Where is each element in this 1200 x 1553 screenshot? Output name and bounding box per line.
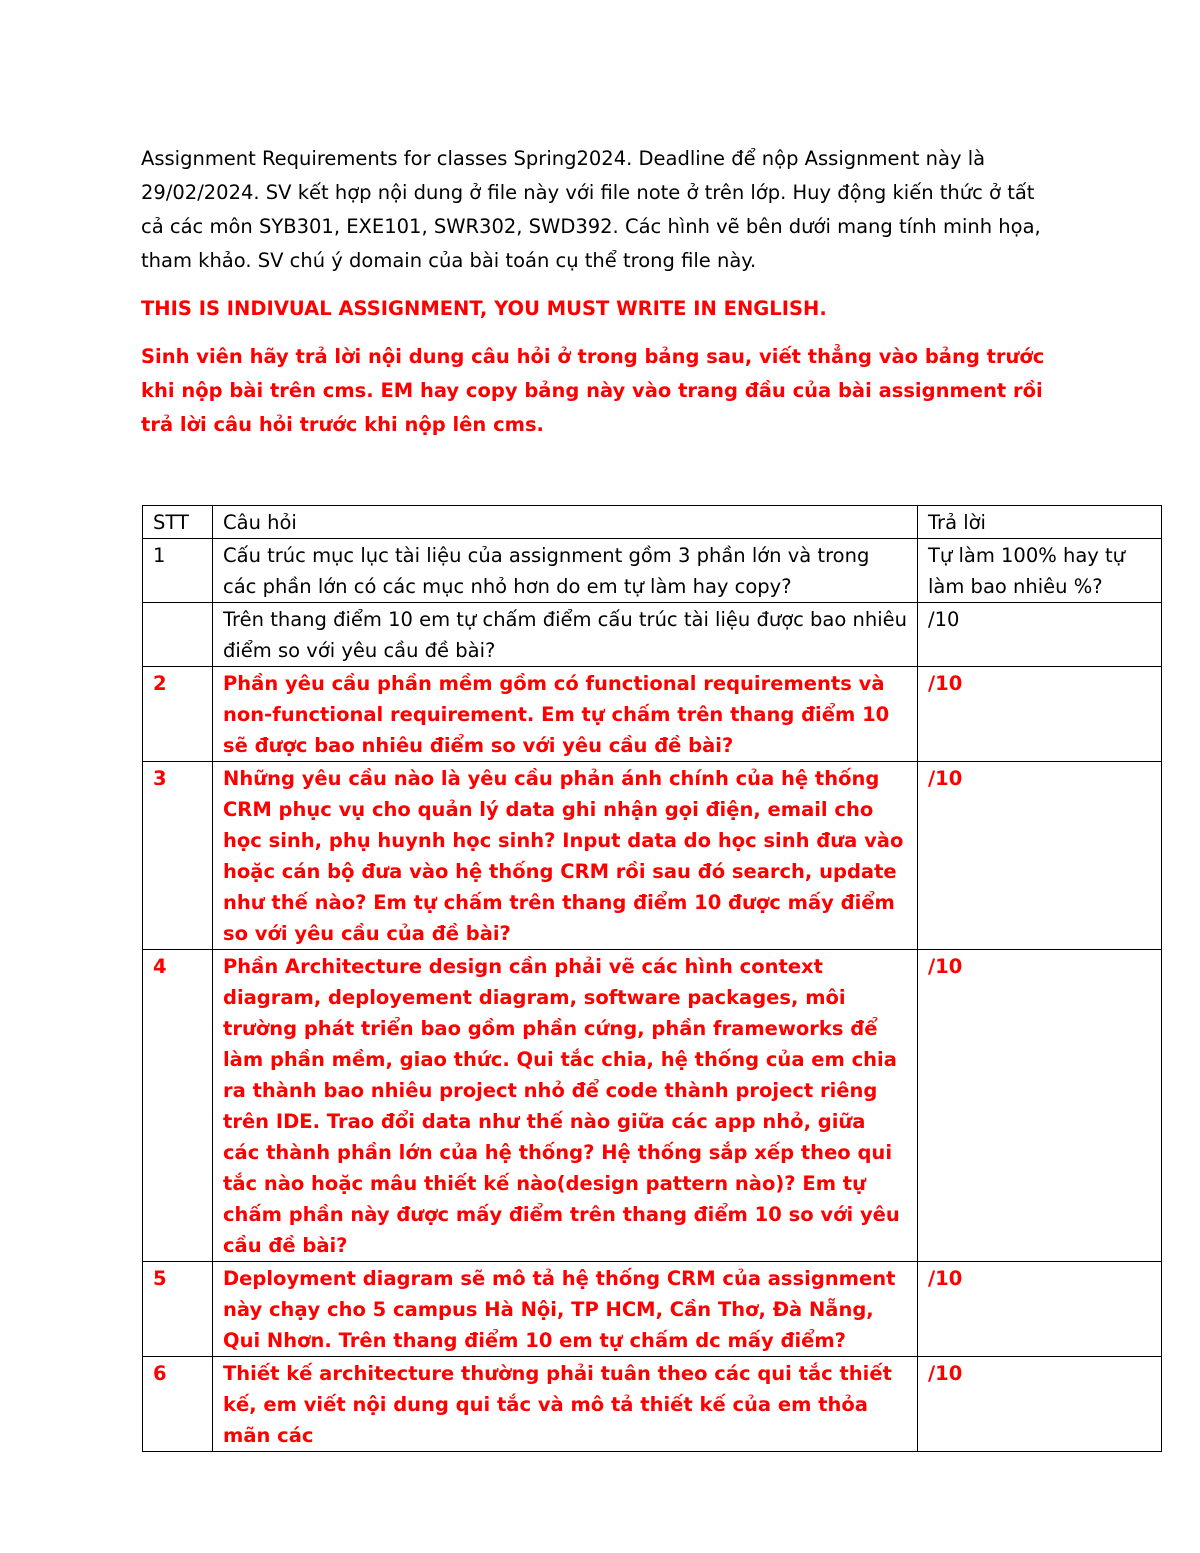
question-cell: Phần Architecture design cần phải vẽ các hình context diagram, deployement diagram, software packages, môi trường phát triển bao gồm phần cứng, phần frameworks để làm phần mềm, giao thức. Qui tắc chia, hệ thống của em chia ra thành bao nhiêu project nhỏ để code thành project riêng trên IDE. Trao đổi data như thế nào giữa các app nhỏ, giữa các thành phần lớn của hệ thống? Hệ thống sắp xếp theo qui tắc nào hoặc mâu thiết kế nào(design pattern nào)? Em tự chấm phần này được mấy điểm trên thang điểm 10 so với yêu cầu đề bài?	[213, 950, 918, 1262]
row-number: 5	[143, 1262, 213, 1357]
question-cell: Deployment diagram sẽ mô tả hệ thống CRM của assignment này chạy cho 5 campus Hà Nội, TP HCM, Cần Thơ, Đà Nẵng, Qui Nhơn. Trên thang điểm 10 em tự chấm dc mấy điểm?	[213, 1262, 918, 1357]
table-row	[143, 1357, 1162, 1452]
table-row	[143, 667, 1162, 762]
question-table	[142, 505, 1162, 1452]
answer-cell[interactable]: /10	[918, 950, 1162, 1262]
answer-cell[interactable]: /10	[918, 667, 1162, 762]
table-row	[143, 950, 1162, 1262]
question-cell: Những yêu cầu nào là yêu cầu phản ánh chính của hệ thống CRM phục vụ cho quản lý data ghi nhận gọi điện, email cho học sinh, phụ huynh học sinh? Input data do học sinh đưa vào hoặc cán bộ đưa vào hệ thống CRM rồi sau đó search, update như thế nào? Em tự chấm trên thang điểm 10 được mấy điểm so với yêu cầu của đề bài?	[213, 762, 918, 950]
row-number: 1	[143, 539, 213, 603]
row-number: 2	[143, 667, 213, 762]
header-question: Câu hỏi	[213, 506, 918, 539]
row-number: 3	[143, 762, 213, 950]
header-stt: STT	[143, 506, 213, 539]
table-row	[143, 1262, 1162, 1357]
row-number	[143, 603, 213, 667]
english-warning: THIS IS INDIVUAL ASSIGNMENT, YOU MUST WRITE IN ENGLISH.	[141, 297, 827, 320]
answer-cell[interactable]: /10	[918, 1262, 1162, 1357]
table-row	[143, 603, 1162, 667]
submission-instruction: Sinh viên hãy trả lời nội dung câu hỏi ở trong bảng sau, viết thẳng vào bảng trước khi nộp bài trên cms. EM hay copy bảng này vào trang đầu của bài assignment rồi trả lời câu hỏi trước khi nộp lên cms.	[141, 345, 1045, 436]
question-cell: Cấu trúc mục lục tài liệu của assignment gồm 3 phần lớn và trong các phần lớn có các mục nhỏ hơn do em tự làm hay copy?	[213, 539, 918, 603]
table-row	[143, 762, 1162, 950]
header-answer: Trả lời	[918, 506, 1162, 539]
answer-cell[interactable]: /10	[918, 1357, 1162, 1452]
row-number: 6	[143, 1357, 213, 1452]
row-number: 4	[143, 950, 213, 1262]
answer-cell[interactable]: /10	[918, 603, 1162, 667]
table-row	[143, 539, 1162, 603]
answer-cell[interactable]: /10	[918, 762, 1162, 950]
answer-cell[interactable]: Tự làm 100% hay tự làm bao nhiêu %?	[918, 539, 1162, 603]
question-cell: Trên thang điểm 10 em tự chấm điểm cấu trúc tài liệu được bao nhiêu điểm so với yêu cầu đề bài?	[213, 603, 918, 667]
intro-paragraph: Assignment Requirements for classes Spring2024. Deadline để nộp Assignment này là 29/02/2024. SV kết hợp nội dung ở file này với file note ở trên lớp. Huy động kiến thức ở tất cả các môn SYB301, EXE101, SWR302, SWD392. Các hình vẽ bên dưới mang tính minh họa, tham khảo. SV chú ý domain của bài toán cụ thể trong file này.	[141, 147, 1041, 272]
question-cell: Thiết kế architecture thường phải tuân theo các qui tắc thiết kế, em viết nội dung qui tắc và mô tả thiết kế của em thỏa mãn các	[213, 1357, 918, 1452]
question-cell: Phần yêu cầu phần mềm gồm có functional requirements và non-functional requirement. Em tự chấm trên thang điểm 10 sẽ được bao nhiêu điểm so với yêu cầu đề bài?	[213, 667, 918, 762]
table-header-row	[143, 506, 1162, 539]
